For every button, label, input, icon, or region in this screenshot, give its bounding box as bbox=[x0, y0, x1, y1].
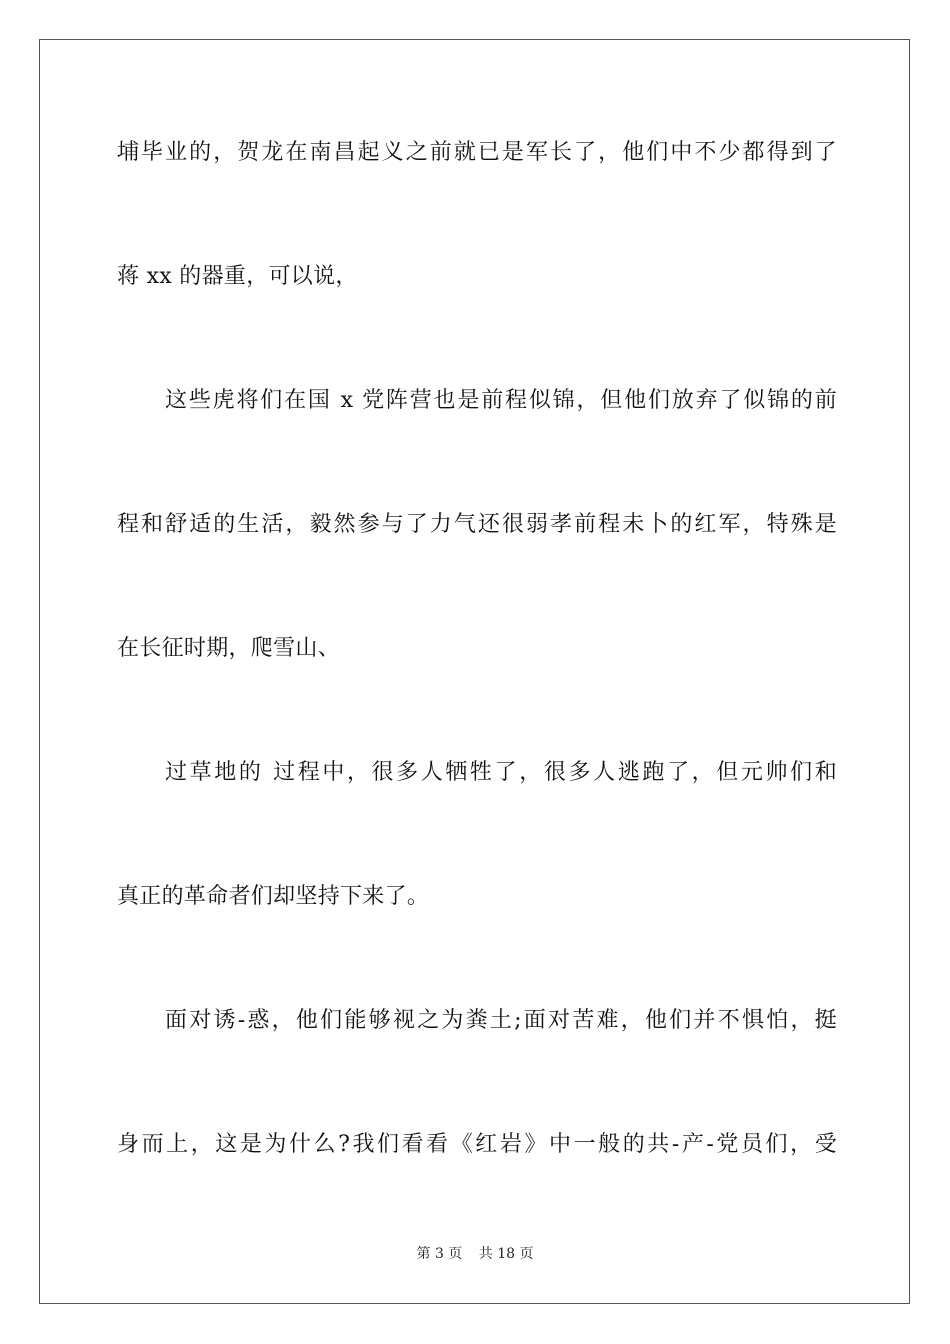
page-border bbox=[39, 39, 910, 1304]
text-line-8: 面对诱-惑，他们能够视之为粪土;面对苦难，他们并不惧怕，挺 bbox=[165, 1008, 837, 1033]
text-line-6: 过草地的 过程中，很多人牺牲了，很多人逃跑了，但元帅们和 bbox=[165, 760, 837, 785]
text-line-3: 这些虎将们在国 x 党阵营也是前程似锦，但他们放弃了似锦的前 bbox=[165, 388, 837, 413]
page-number: 第 3 页 bbox=[416, 1246, 463, 1262]
text-line-9: 身而上，这是为什么?我们看看《红岩》中一般的共-产-党员们，受 bbox=[117, 1132, 837, 1157]
text-line-4: 程和舒适的生活，毅然参与了力气还很弱孝前程未卜的红军，特殊是 bbox=[117, 512, 837, 537]
page-footer bbox=[0, 1244, 950, 1264]
total-pages: 共 18 页 bbox=[478, 1246, 534, 1262]
text-line-7: 真正的革命者们却坚持下来了。 bbox=[117, 884, 430, 909]
text-line-2: 蒋 xx 的器重，可以说， bbox=[117, 264, 358, 289]
text-line-5: 在长征时期，爬雪山、 bbox=[117, 636, 341, 661]
text-line-1: 埔毕业的，贺龙在南昌起义之前就已是军长了，他们中不少都得到了 bbox=[117, 140, 837, 165]
